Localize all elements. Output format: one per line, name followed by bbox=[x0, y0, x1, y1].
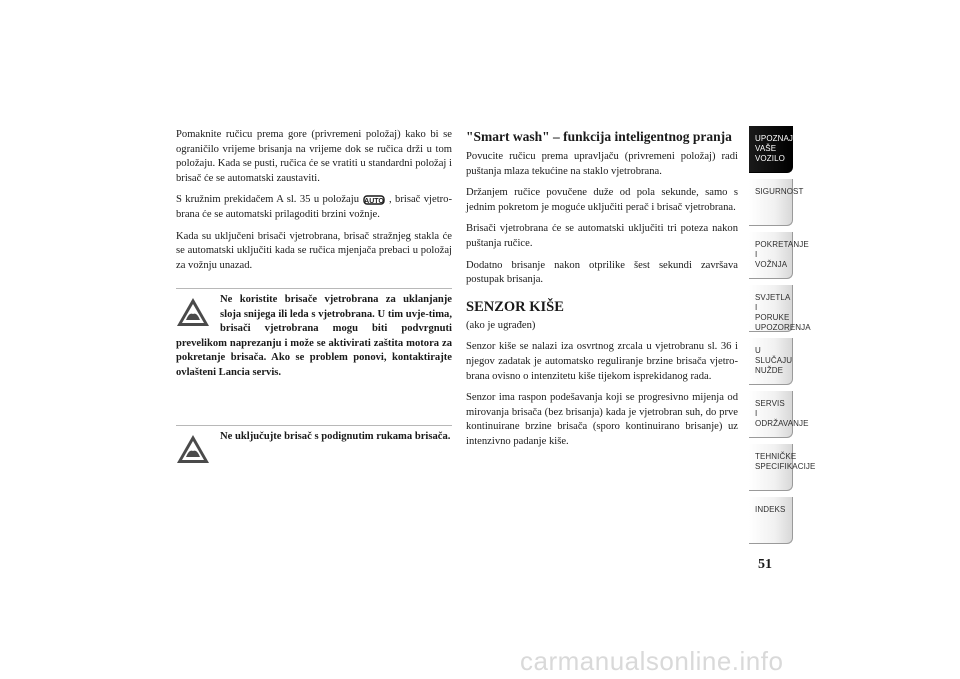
paragraph-smart-wash-2: Držanjem ručice povučene duže od pola sekunde, samo s jednim pokretom je moguće uključiti perač i brisač vjetrobrana. bbox=[466, 187, 738, 213]
tab-upoznajte-vase-vozilo[interactable]: UPOZNAJTE VAŠE VOZILO bbox=[749, 126, 793, 173]
chapter-tabs bbox=[749, 126, 816, 550]
section-heading-rain-sensor: SENZOR KIŠE bbox=[466, 298, 564, 315]
tab-servis-i-odrzavanje[interactable]: SERVIS I ODRŽAVANJE bbox=[749, 391, 793, 438]
auto-wiper-symbol-icon bbox=[363, 195, 385, 205]
paragraph-rain-sensor-1: Senzor kiše se nalazi iza osvrtnog zrcala u vjetrobranu sl. 36 i njegov zadatak je automatsko reguliranje brzine brisača vjetro-brana ovisno o intenzitetu kiše tijekom isprekidanog rada. bbox=[466, 341, 738, 382]
warning-raised-arms-text: Ne uključujte brisač s podignutim rukama brisača. bbox=[220, 431, 451, 442]
tab-u-slucaju-nuzde[interactable]: U SLUČAJU NUŽDE bbox=[749, 338, 793, 385]
paragraph-rear-wiper: Kada su uključeni brisači vjetrobrana, brisač stražnjeg stakla će se automatski uključiti kada se ručica mjenjača prebaci u položaj za vožnju unazad. bbox=[176, 230, 452, 271]
tab-pokretanje-i-voznja[interactable]: POKRETANJE I VOŽNJA bbox=[749, 232, 793, 279]
warning-snow-ice bbox=[176, 288, 452, 381]
paragraph-smart-wash-3: Brisači vjetrobrana će se automatski uključiti tri poteza nakon puštanja ručice. bbox=[466, 223, 738, 249]
warning-triangle-icon bbox=[176, 297, 210, 327]
warning-divider bbox=[176, 425, 452, 426]
warning-raised-arms bbox=[176, 425, 452, 466]
left-column bbox=[176, 128, 452, 280]
paragraph-rain-sensor-2: Senzor ima raspon podešavanja koji se progresivno mijenja od mirovanja brisača (bez brisanja) kada je vjetrobran suh, do prve kontinuirane brzine brisača (sporo kontinuirano brisanje) uz intenzivno padanje kiše. bbox=[466, 392, 738, 447]
right-column bbox=[466, 128, 738, 457]
auto-speed-text-end: , brisač vjetro-brana će se automatski prilagoditi brzini vožnje. bbox=[176, 194, 452, 220]
tab-sigurnost[interactable]: SIGURNOST bbox=[749, 179, 793, 226]
paragraph-rain-sensor-note: (ako je ugrađen) bbox=[466, 319, 536, 331]
tab-svjetla-i-poruke[interactable]: SVJETLA I PORUKE UPOZORENJA bbox=[749, 285, 793, 332]
paragraph-temporary-position: Pomaknite ručicu prema gore (privremeni položaj) kako bi se ograničilo vrijeme brisanja na vrijeme dok se ručica drži u tom položaju. Kada se pusti, ručica će se vratiti u standardni položaj i brisač će se automatski zaustaviti. bbox=[176, 129, 452, 184]
watermark: carmanualsonline.info bbox=[520, 646, 784, 676]
tab-tehnicke-specifikacije[interactable]: TEHNIČKE SPECIFIKACIJE bbox=[749, 444, 793, 491]
paragraph-smart-wash-1: Povucite ručicu prema upravljaču (privremeni položaj) radi puštanja mlaza tekućine na staklo vjetrobrana. bbox=[466, 151, 738, 177]
page-number: 51 bbox=[758, 557, 772, 572]
tab-indeks[interactable]: INDEKS bbox=[749, 497, 793, 544]
warning-divider bbox=[176, 288, 452, 289]
warning-triangle-icon bbox=[176, 434, 210, 464]
auto-speed-text-start: S kružnim prekidačem A sl. 35 u položaju bbox=[176, 194, 359, 206]
paragraph-auto-speed bbox=[176, 193, 452, 222]
paragraph-smart-wash-4: Dodatno brisanje nakon otprilike šest sekundi završava postupak brisanja. bbox=[466, 259, 738, 286]
svg-text:AUTO: AUTO bbox=[364, 197, 384, 205]
section-heading-smart-wash: "Smart wash" – funkcija inteligentnog pranja bbox=[466, 129, 732, 144]
warning-snow-ice-text: Ne koristite brisače vjetrobrana za uklanjanje sloja snijega ili leda s vjetrobrana. U tim uvje-tima, brisači vjetrobrana mogu biti podvrgnuti prevelikom naprezanju i može se aktivirati zaštita motora za pokretanje brisača. Ako se problem ponovi, kontaktirajte ovlašteni Lancia servis. bbox=[176, 294, 452, 378]
